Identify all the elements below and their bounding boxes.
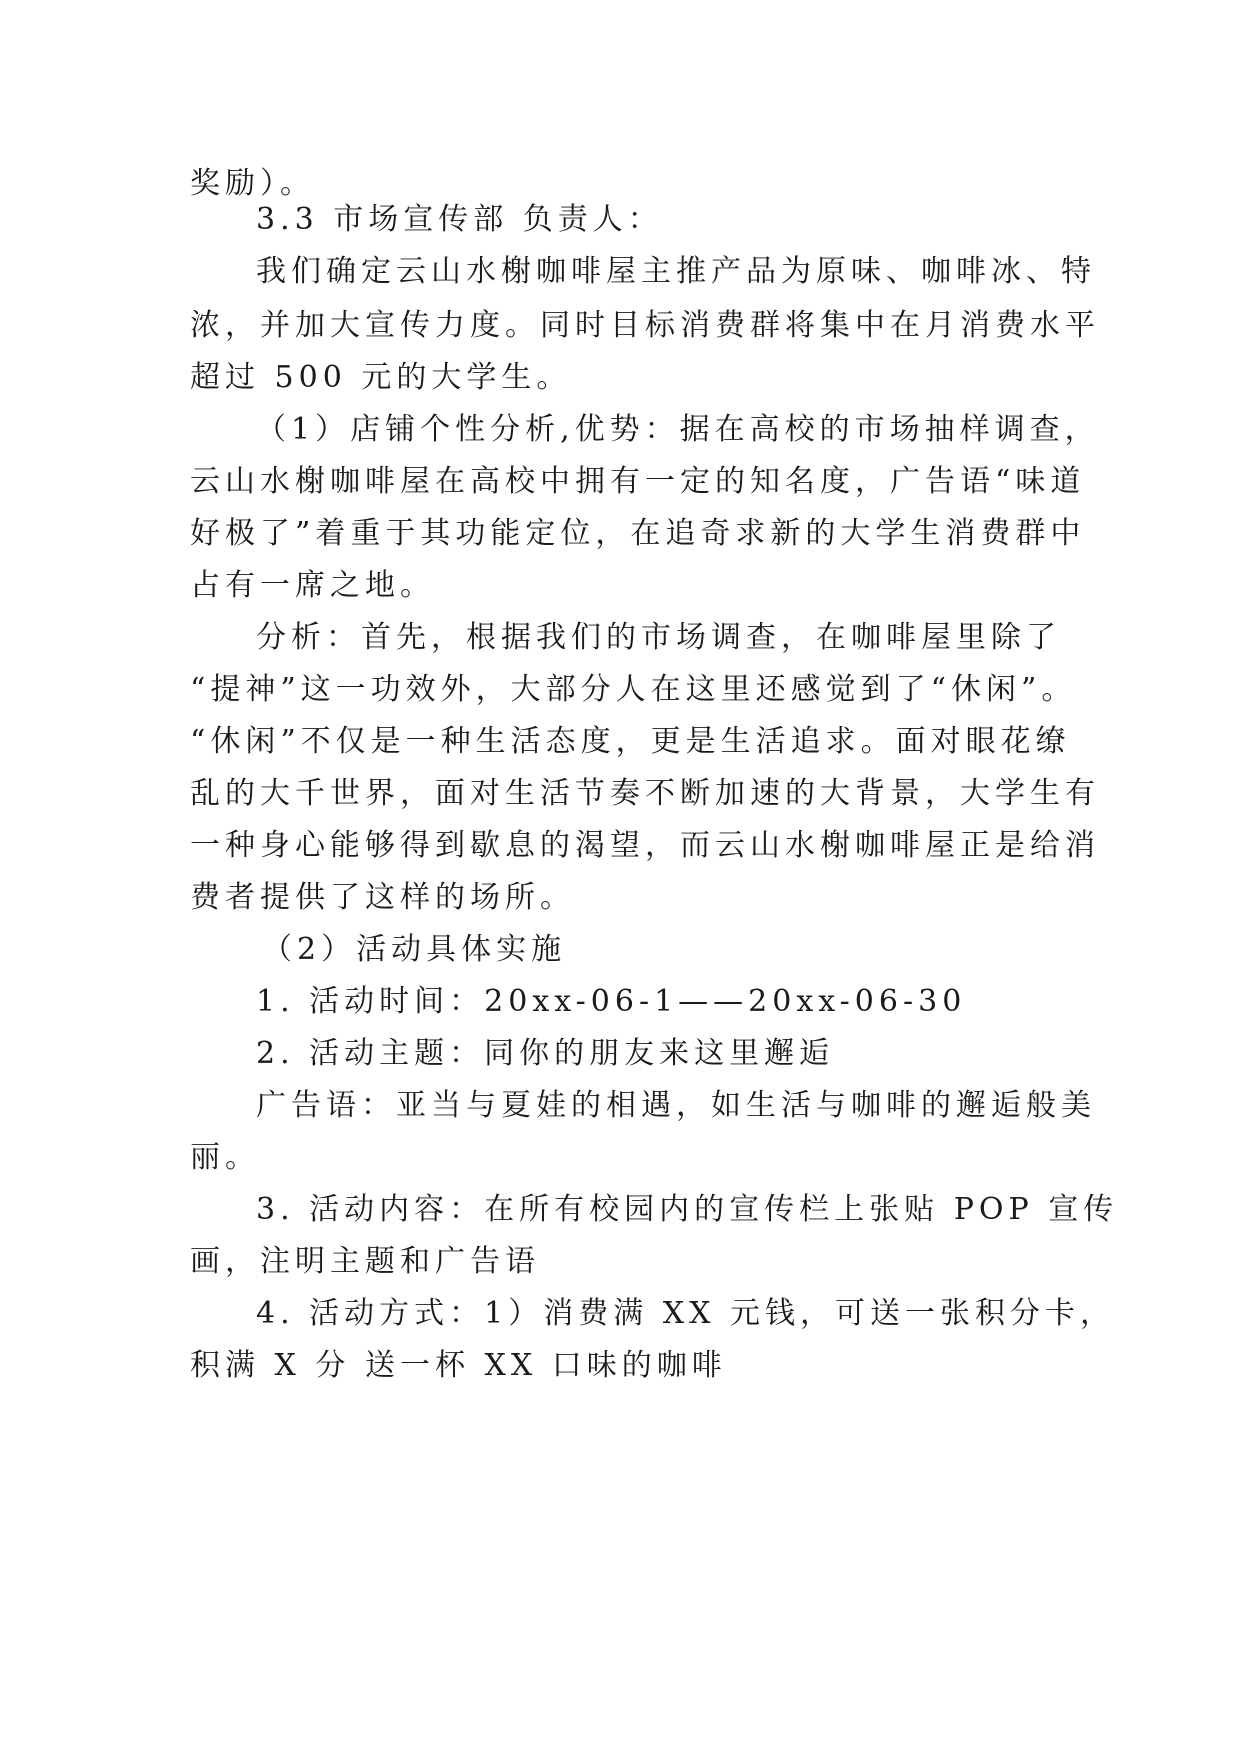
text-line-15: 费者提供了这样的场所。 — [190, 880, 575, 915]
text-line-3: 我们确定云山水榭咖啡屋主推产品为原味、咖啡冰、特 — [256, 254, 1096, 289]
text-line-13: 乱的大千世界，面对生活节奏不断加速的大背景，大学生有 — [190, 776, 1100, 811]
text-line-5: 超过 500 元的大学生。 — [190, 360, 572, 395]
text-line-20: 丽。 — [190, 1140, 260, 1175]
text-line-24: 积满 X 分 送一杯 XX 口味的咖啡 — [190, 1348, 727, 1383]
text-line-11: “提神”这一功效外，大部分人在这里还感觉到了“休闲”。 — [190, 672, 1077, 707]
list-item-4: 4. 活动方式：1）消费满 XX 元钱，可送一张积分卡， — [256, 1296, 1116, 1331]
subsection-heading-2: （2）活动具体实施 — [262, 932, 567, 967]
text-line-4: 浓，并加大宣传力度。同时目标消费群将集中在月消费水平 — [190, 308, 1100, 343]
text-line-10: 分析：首先，根据我们的市场调查，在咖啡屋里除了 — [256, 620, 1061, 655]
text-line-22: 画，注明主题和广告语 — [190, 1244, 540, 1279]
list-item-2: 2. 活动主题：同你的朋友来这里邂逅 — [256, 1036, 835, 1071]
text-line-7: 云山水榭咖啡屋在高校中拥有一定的知名度，广告语“味道 — [190, 464, 1086, 499]
text-line-8: 好极了”着重于其功能定位，在追奇求新的大学生消费群中 — [190, 516, 1086, 551]
text-line-1: 奖励）。 — [190, 166, 315, 201]
text-line-6: （1）店铺个性分析,优势：据在高校的市场抽样调查， — [256, 412, 1100, 447]
text-line-19: 广告语：亚当与夏娃的相遇，如生活与咖啡的邂逅般美 — [256, 1088, 1096, 1123]
text-line-14: 一种身心能够得到歇息的渴望，而云山水榭咖啡屋正是给消 — [190, 828, 1100, 863]
section-heading-3-3: 3.3 市场宣传部 负责人： — [256, 202, 663, 237]
list-item-3: 3. 活动内容：在所有校园内的宣传栏上张贴 POP 宣传 — [256, 1192, 1119, 1227]
text-line-12: “休闲”不仅是一种生活态度，更是生活追求。面对眼花缭 — [190, 724, 1071, 759]
list-item-1: 1. 活动时间：20xx-06-1——20xx-06-30 — [256, 984, 967, 1019]
text-line-9: 占有一席之地。 — [190, 568, 435, 603]
